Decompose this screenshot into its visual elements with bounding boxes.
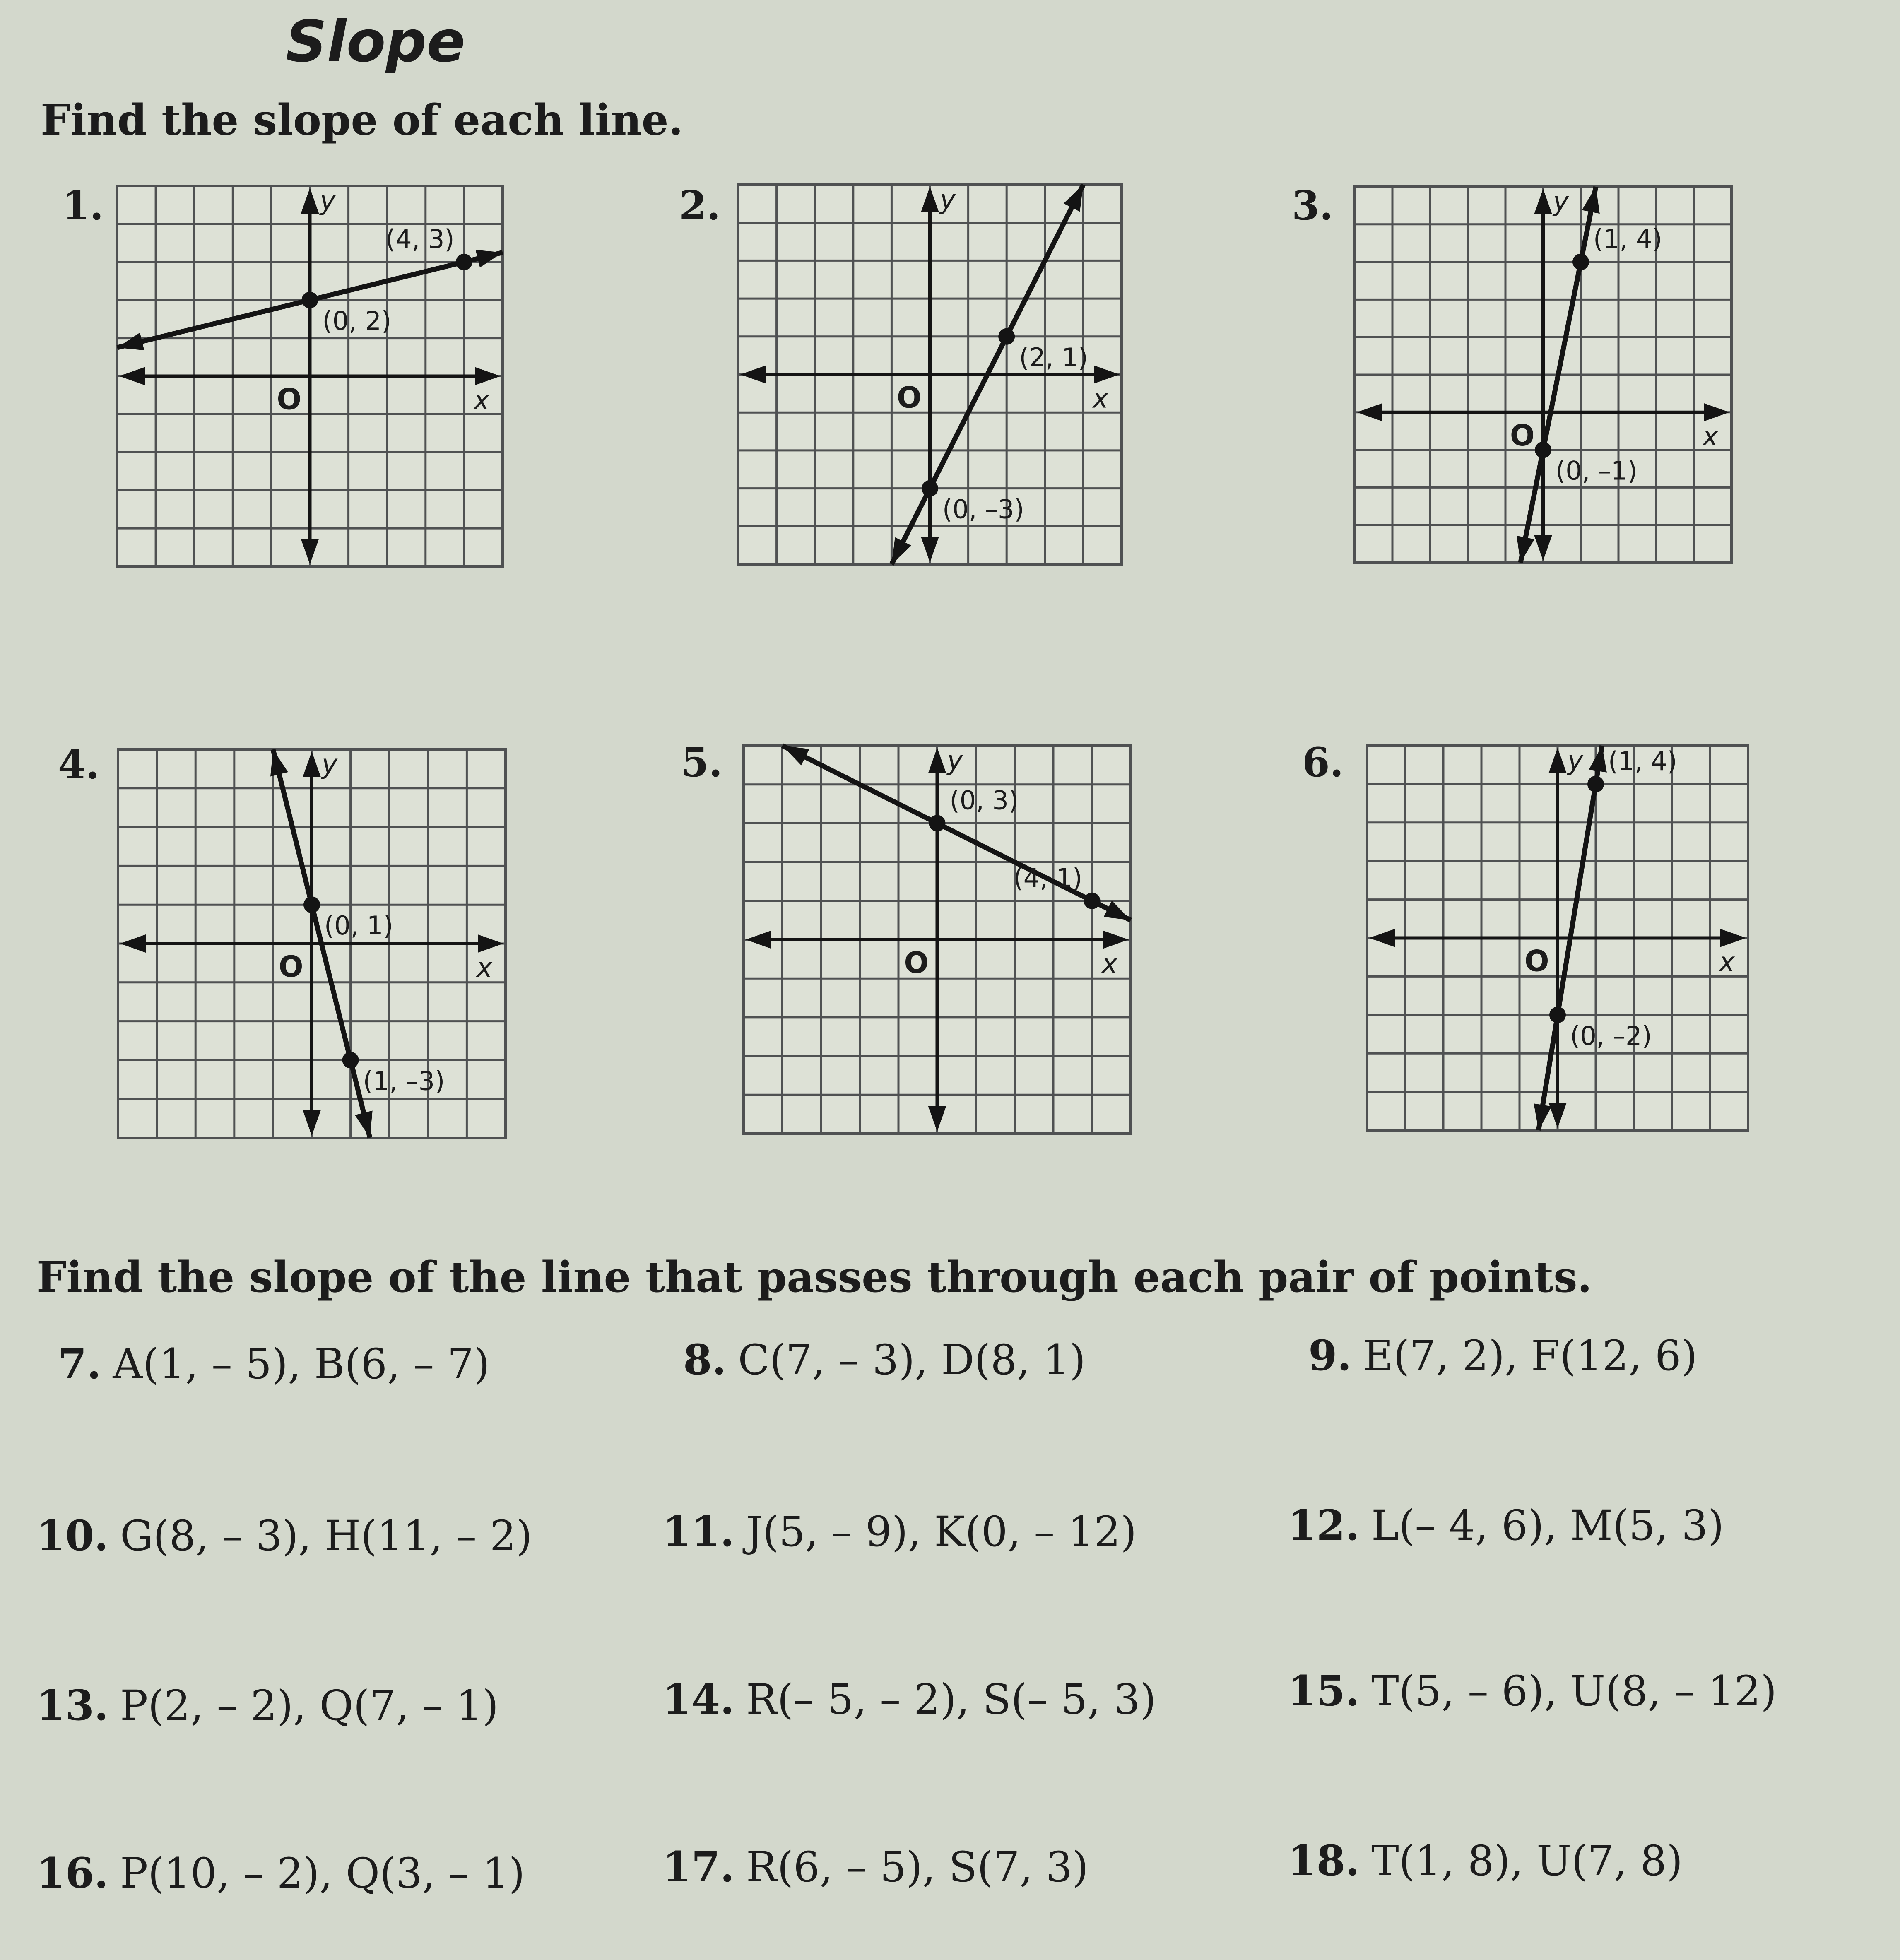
graph-number-6: 6. bbox=[1302, 739, 1344, 786]
coordinate-graph-2 bbox=[738, 185, 1122, 564]
point-label: (1, –3) bbox=[363, 1066, 445, 1096]
data-point bbox=[456, 254, 472, 270]
graph-svg bbox=[117, 186, 503, 566]
point-label: (0, 1) bbox=[324, 910, 393, 941]
data-point bbox=[1535, 442, 1551, 458]
point-label: (0, –1) bbox=[1556, 455, 1638, 486]
x-axis-label: x bbox=[1703, 421, 1718, 452]
graph-svg bbox=[1355, 187, 1731, 563]
instruction-graphs: Find the slope of each line. bbox=[41, 95, 684, 145]
graph-svg bbox=[1367, 746, 1748, 1130]
graph-number-5: 5. bbox=[681, 739, 723, 786]
data-point bbox=[998, 328, 1015, 345]
coordinate-graph-4 bbox=[118, 749, 506, 1138]
x-axis-label: x bbox=[477, 953, 492, 983]
problem-15: 15. T(5, – 6), U(8, – 12) bbox=[1288, 1666, 1777, 1715]
x-axis-label: x bbox=[1719, 947, 1735, 978]
page-title: Slope bbox=[286, 8, 465, 75]
problem-17: 17. R(6, – 5), S(7, 3) bbox=[662, 1842, 1088, 1891]
coordinate-graph-5 bbox=[744, 746, 1131, 1134]
graph-svg bbox=[744, 746, 1131, 1134]
data-point bbox=[342, 1052, 359, 1068]
origin-label: O bbox=[277, 382, 302, 417]
coordinate-graph-6 bbox=[1367, 746, 1748, 1130]
y-axis-label: y bbox=[320, 186, 336, 217]
data-point bbox=[303, 896, 320, 913]
point-label: (0, 2) bbox=[322, 306, 392, 336]
instruction-points: Find the slope of the line that passes through each pair of points. bbox=[36, 1252, 1592, 1302]
point-label: (1, 4) bbox=[1608, 746, 1677, 776]
x-axis-label: x bbox=[1102, 949, 1117, 980]
y-axis-label: y bbox=[322, 749, 337, 780]
data-point bbox=[922, 480, 938, 497]
point-label: (1, 4) bbox=[1593, 224, 1662, 254]
x-axis-label: x bbox=[474, 385, 489, 416]
coordinate-graph-1 bbox=[117, 186, 503, 566]
y-axis-label: y bbox=[940, 185, 956, 215]
problem-7: 7. A(1, – 5), B(6, – 7) bbox=[58, 1339, 490, 1388]
point-label: (0, –3) bbox=[942, 494, 1024, 525]
data-point bbox=[1587, 776, 1604, 792]
problem-18: 18. T(1, 8), U(7, 8) bbox=[1288, 1836, 1683, 1885]
origin-label: O bbox=[1524, 944, 1549, 978]
graph-svg bbox=[118, 749, 506, 1138]
point-label: (0, –2) bbox=[1570, 1021, 1652, 1051]
problem-11: 11. J(5, – 9), K(0, – 12) bbox=[662, 1507, 1137, 1556]
coordinate-graph-3 bbox=[1355, 187, 1731, 563]
problem-12: 12. L(– 4, 6), M(5, 3) bbox=[1288, 1501, 1724, 1550]
problem-13: 13. P(2, – 2), Q(7, – 1) bbox=[36, 1681, 499, 1730]
problem-8: 8. C(7, – 3), D(8, 1) bbox=[683, 1335, 1086, 1384]
point-label: (0, 3) bbox=[949, 785, 1019, 816]
graph-number-2: 2. bbox=[679, 182, 721, 229]
origin-label: O bbox=[897, 380, 922, 415]
data-point bbox=[1572, 254, 1589, 270]
data-point bbox=[302, 292, 318, 308]
data-point bbox=[929, 815, 946, 831]
point-label: (4, 1) bbox=[1013, 862, 1083, 893]
point-label: (2, 1) bbox=[1019, 342, 1088, 373]
origin-label: O bbox=[1510, 418, 1535, 453]
y-axis-label: y bbox=[1553, 187, 1569, 217]
origin-label: O bbox=[904, 946, 929, 980]
problem-9: 9. E(7, 2), F(12, 6) bbox=[1308, 1331, 1698, 1380]
data-point bbox=[1549, 1006, 1566, 1023]
problem-10: 10. G(8, – 3), H(11, – 2) bbox=[36, 1511, 532, 1560]
x-axis-label: x bbox=[1093, 383, 1108, 414]
problem-16: 16. P(10, – 2), Q(3, – 1) bbox=[36, 1849, 525, 1897]
data-point bbox=[1084, 893, 1101, 909]
y-axis-label: y bbox=[947, 746, 963, 776]
graph-number-4: 4. bbox=[58, 741, 100, 788]
graph-number-3: 3. bbox=[1292, 182, 1334, 229]
graph-svg bbox=[738, 185, 1122, 564]
graph-number-1: 1. bbox=[62, 182, 104, 229]
problem-14: 14. R(– 5, – 2), S(– 5, 3) bbox=[662, 1675, 1156, 1724]
origin-label: O bbox=[279, 950, 303, 984]
point-label: (4, 3) bbox=[385, 224, 455, 254]
y-axis-label: y bbox=[1568, 746, 1583, 776]
